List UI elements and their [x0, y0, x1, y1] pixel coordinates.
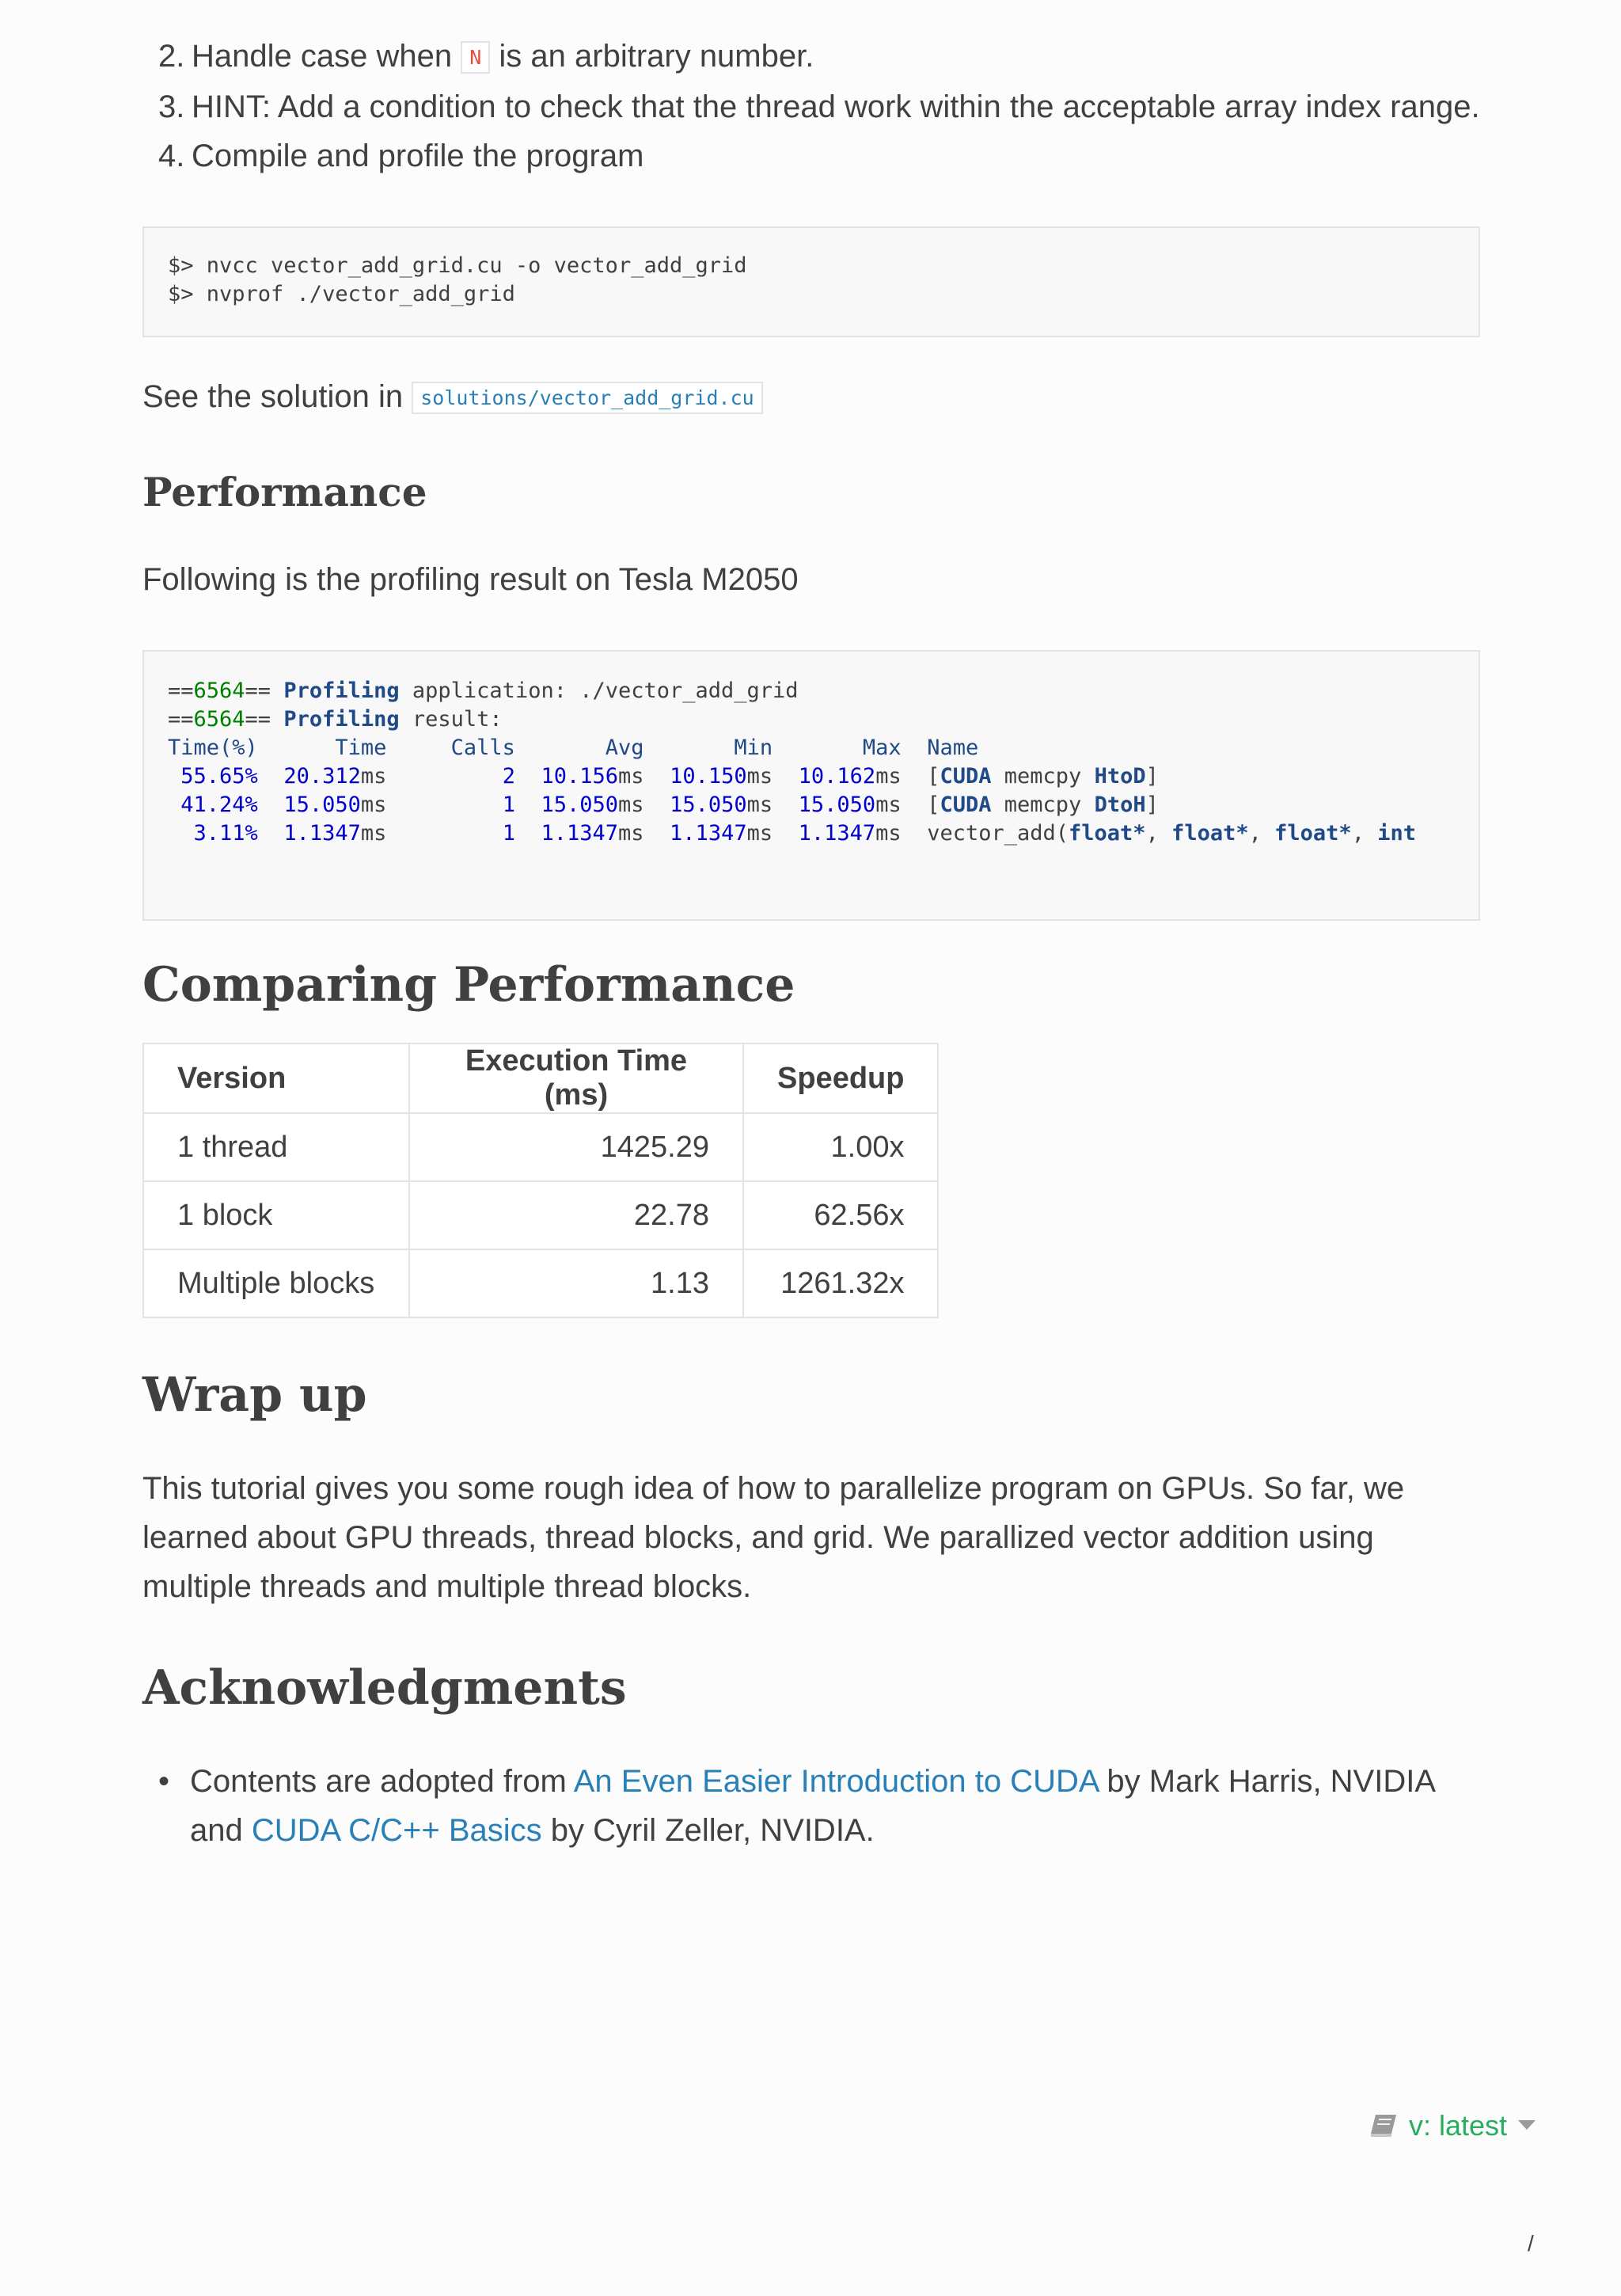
build-code-block [142, 226, 1480, 337]
table-cell: 1261.32x [743, 1249, 938, 1317]
table-row [143, 1249, 938, 1317]
bullet: • [158, 1764, 170, 1799]
prof-line-1: ==6564== Profiling application: ./vector_add_grid [168, 679, 799, 703]
performance-heading: Performance [142, 469, 427, 515]
profiling-output-block [142, 650, 1480, 921]
table-row [143, 1181, 938, 1249]
code-line: $> nvcc vector_add_grid.cu -o vector_add_grid [168, 253, 747, 278]
caret-down-icon [1518, 2120, 1536, 2131]
link-cuda-basics[interactable]: CUDA C/C++ Basics [251, 1813, 542, 1848]
table-cell: 62.56x [743, 1181, 938, 1249]
code-line: $> nvprof ./vector_add_grid [168, 282, 515, 306]
book-icon [1369, 2113, 1398, 2138]
table-cell: Multiple blocks [143, 1249, 409, 1317]
inline-code-n: N [461, 41, 490, 74]
table-row [143, 1113, 938, 1181]
version-label: v: latest [1409, 2109, 1508, 2142]
comparing-heading: Comparing Performance [142, 957, 795, 1013]
table-cell: 1 block [143, 1181, 409, 1249]
solution-paragraph: See the solution in solutions/vector_add_grid.cu [142, 372, 1480, 423]
link-even-easier-intro[interactable]: An Even Easier Introduction to CUDA [573, 1764, 1099, 1799]
table-cell: 22.78 [409, 1181, 743, 1249]
wrapup-heading: Wrap up [142, 1367, 367, 1423]
column-header: Speedup [743, 1043, 938, 1113]
acknowledgments-list [142, 1757, 1480, 1855]
wrapup-paragraph: This tutorial gives you some rough idea of how to parallelize program on GPUs. So far, we learned about GPU threads, thread blocks, and grid. We parallized vector addition using multiple threads and multiple thread blocks. [142, 1471, 1405, 1604]
acknowledgments-heading: Acknowledgments [142, 1660, 627, 1716]
prof-row: 3.11% 1.1347ms 1 1.1347ms 1.1347ms 1.1347ms vector_add(float*, float*, float*, int [193, 821, 1416, 846]
table-cell: 1425.29 [409, 1113, 743, 1181]
table-cell: 1 thread [143, 1113, 409, 1181]
prof-row: 55.65% 20.312ms 2 10.156ms 10.150ms 10.162ms [CUDA memcpy HtoD] [180, 764, 1159, 789]
main-content [142, 32, 1480, 1855]
prof-header: Time(%) Time Calls Avg Min Max Name [168, 736, 979, 760]
column-header: Version [143, 1043, 409, 1113]
table-cell: 1.13 [409, 1249, 743, 1317]
list-item: 2. Handle case when N is an arbitrary number. [158, 39, 814, 74]
list-item: • Contents are adopted from An Even Easier Introduction to CUDA by Mark Harris, NVIDIA and CUDA C/C++ Basics by Cyril Zeller, NVIDIA. [190, 1757, 1480, 1855]
prof-line-2: ==6564== Profiling result: [168, 707, 503, 732]
page-marker: / [1528, 2231, 1534, 2256]
table-cell: 1.00x [743, 1113, 938, 1181]
performance-intro: Following is the profiling result on Tesla M2050 [142, 562, 799, 597]
comparison-table [142, 1043, 939, 1318]
version-selector[interactable] [1369, 2109, 1536, 2142]
list-item: 4. Compile and profile the program [158, 139, 644, 173]
prof-row: 41.24% 15.050ms 1 15.050ms 15.050ms 15.050ms [CUDA memcpy DtoH] [180, 793, 1159, 817]
table-header-row [143, 1043, 938, 1113]
column-header: Execution Time (ms) [409, 1043, 743, 1113]
solution-path-code: solutions/vector_add_grid.cu [412, 382, 762, 414]
list-item: 3. HINT: Add a condition to check that the thread work within the acceptable array index range. [158, 89, 1480, 124]
steps-list [142, 32, 1480, 181]
